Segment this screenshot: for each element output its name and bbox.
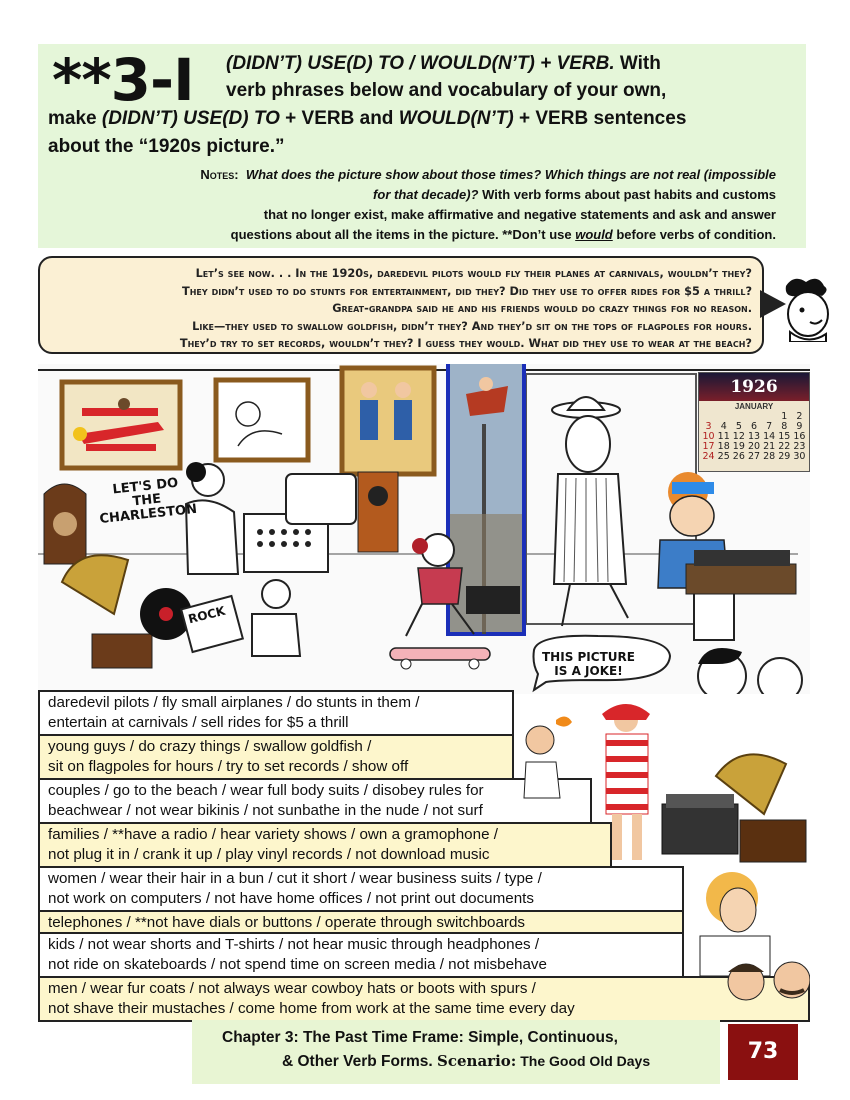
verb-phrase-row: couples / go to the beach / wear full body suits / disobey rules for beachwear / not wear bikinis / not sunbathe in the nude / not surf bbox=[38, 778, 592, 824]
calendar-day: 6 bbox=[750, 421, 758, 432]
calendar-day: 13 bbox=[747, 431, 761, 442]
chapter-footer bbox=[192, 1020, 720, 1084]
page-number-badge bbox=[728, 1024, 798, 1080]
charleston-label: LET'S DO THE CHARLESTON bbox=[98, 475, 198, 527]
page-number: 73 bbox=[747, 1039, 779, 1064]
exercise-instructions-box bbox=[38, 44, 806, 248]
calendar-day: 19 bbox=[732, 441, 745, 452]
speech-bubble bbox=[38, 256, 764, 354]
instruction-title: (DIDN’T) USE(D) TO / WOULD(N’T) + VERB. bbox=[226, 53, 615, 74]
calendar-day: 26 bbox=[732, 451, 745, 462]
scene-drawing bbox=[38, 364, 810, 694]
calendar-day: 29 bbox=[778, 451, 791, 462]
calendar-day: 3 bbox=[705, 421, 712, 432]
calendar-day: 20 bbox=[747, 441, 761, 452]
verb-phrase-row: men / wear fur coats / not always wear cowboy hats or boots with spurs / not shave their mustaches / come home from work at the same time every day bbox=[38, 976, 810, 1022]
calendar-day: 15 bbox=[778, 431, 791, 442]
verb-phrase-row: young guys / do crazy things / swallow goldfish / sit on flagpoles for hours / try to set records / show off bbox=[38, 734, 514, 780]
rock-sign-label: ROCK bbox=[186, 603, 227, 627]
verb-phrase-row: families / **have a radio / hear variety shows / own a gramophone / not plug it in / crank it up / play vinyl records / not download music bbox=[38, 822, 612, 868]
calendar-day: 9 bbox=[796, 421, 803, 432]
calendar-days bbox=[699, 412, 809, 462]
instruction-line-3: make (DIDN’T) USE(D) TO + VERB and WOULD(N’T) + VERB sentences bbox=[48, 108, 687, 129]
chapter-title-line-1: Chapter 3: The Past Time Frame: Simple, Continuous, bbox=[222, 1029, 618, 1046]
calendar-day: 24 bbox=[702, 451, 715, 462]
calendar-year: 1926 bbox=[699, 373, 809, 401]
calendar-day: 23 bbox=[793, 441, 806, 452]
calendar-day: 4 bbox=[720, 421, 727, 432]
verb-phrase-row: telephones / **not have dials or buttons / operate through switchboards bbox=[38, 910, 684, 934]
calendar-day: 21 bbox=[763, 441, 776, 452]
notes-paragraph: Notes: What does the picture show about those times? Which things are not real (impossible for that decade)? With verb forms about past habits and customs that no longer exist, make affirmative and negative statements and ask and answer questions about all the items in the picture. **Don’t use would before verbs of condition. bbox=[200, 167, 776, 242]
speech-bubble-text: Let’s see now. . . In the 1920s, daredevil pilots would fly their planes at carnivals, wouldn’t they? They didn’t used to do stunts for entertainment, did they? Did they use to offer rides for $5 a thrill? Great-grandpa said he and his friends would do crazy things for no reason. Like—they used to swallow goldfish, didn’t they? And they’d sit on the tops of flagpoles for hours. They’d try to set records, wouldn’t they? I guess they would. What did they use to wear at the beach? bbox=[179, 267, 752, 350]
calendar-day: 8 bbox=[781, 421, 788, 432]
calendar-day: 11 bbox=[717, 431, 730, 442]
side-illustrations bbox=[516, 700, 810, 1020]
calendar-day: 7 bbox=[766, 421, 773, 432]
calendar-day: 14 bbox=[763, 431, 776, 442]
calendar-day: 25 bbox=[717, 451, 730, 462]
calendar-day: 16 bbox=[793, 431, 806, 442]
verb-phrase-row: kids / not wear shorts and T-shirts / not hear music through headphones / not ride on skateboards / not spend time on screen media / not misbehave bbox=[38, 932, 684, 978]
calendar-day: 17 bbox=[702, 441, 715, 452]
verb-phrase-row: women / wear their hair in a bun / cut it short / wear business suits / type / not work on computers / not have home offices / not print out documents bbox=[38, 866, 684, 912]
verb-phrase-row: daredevil pilots / fly small airplanes / do stunts in them / entertain at carnivals / sell rides for $5 a thrill bbox=[38, 690, 514, 736]
joke-speech-label: THIS PICTURE IS A JOKE! bbox=[542, 650, 635, 678]
exercise-number: **3-I bbox=[52, 46, 194, 114]
calendar-1926 bbox=[698, 372, 810, 472]
calendar-day: 22 bbox=[778, 441, 791, 452]
calendar-day: 1 bbox=[781, 411, 788, 422]
calendar-day: 27 bbox=[747, 451, 761, 462]
instruction-line-1: (DIDN’T) USE(D) TO / WOULD(N’T) + VERB. With bbox=[226, 53, 661, 74]
notes-label: Notes: bbox=[200, 167, 239, 182]
calendar-day: 10 bbox=[702, 431, 715, 442]
instruction-line-4: about the “1920s picture.” bbox=[48, 136, 285, 157]
cartoon-kid-head-icon bbox=[780, 276, 832, 342]
calendar-day: 18 bbox=[717, 441, 730, 452]
calendar-day: 28 bbox=[763, 451, 776, 462]
1920s-scene-illustration bbox=[38, 364, 810, 694]
calendar-day: 2 bbox=[796, 411, 803, 422]
instruction-line-2: verb phrases below and vocabulary of your own, bbox=[226, 80, 667, 101]
calendar-month: JANUARY bbox=[734, 402, 774, 411]
calendar-day: 5 bbox=[735, 421, 742, 432]
calendar-day: 12 bbox=[732, 431, 745, 442]
chapter-title-line-2: & Other Verb Forms. Scenario: The Good Old Days bbox=[282, 1052, 651, 1070]
calendar-day: 30 bbox=[793, 451, 806, 462]
